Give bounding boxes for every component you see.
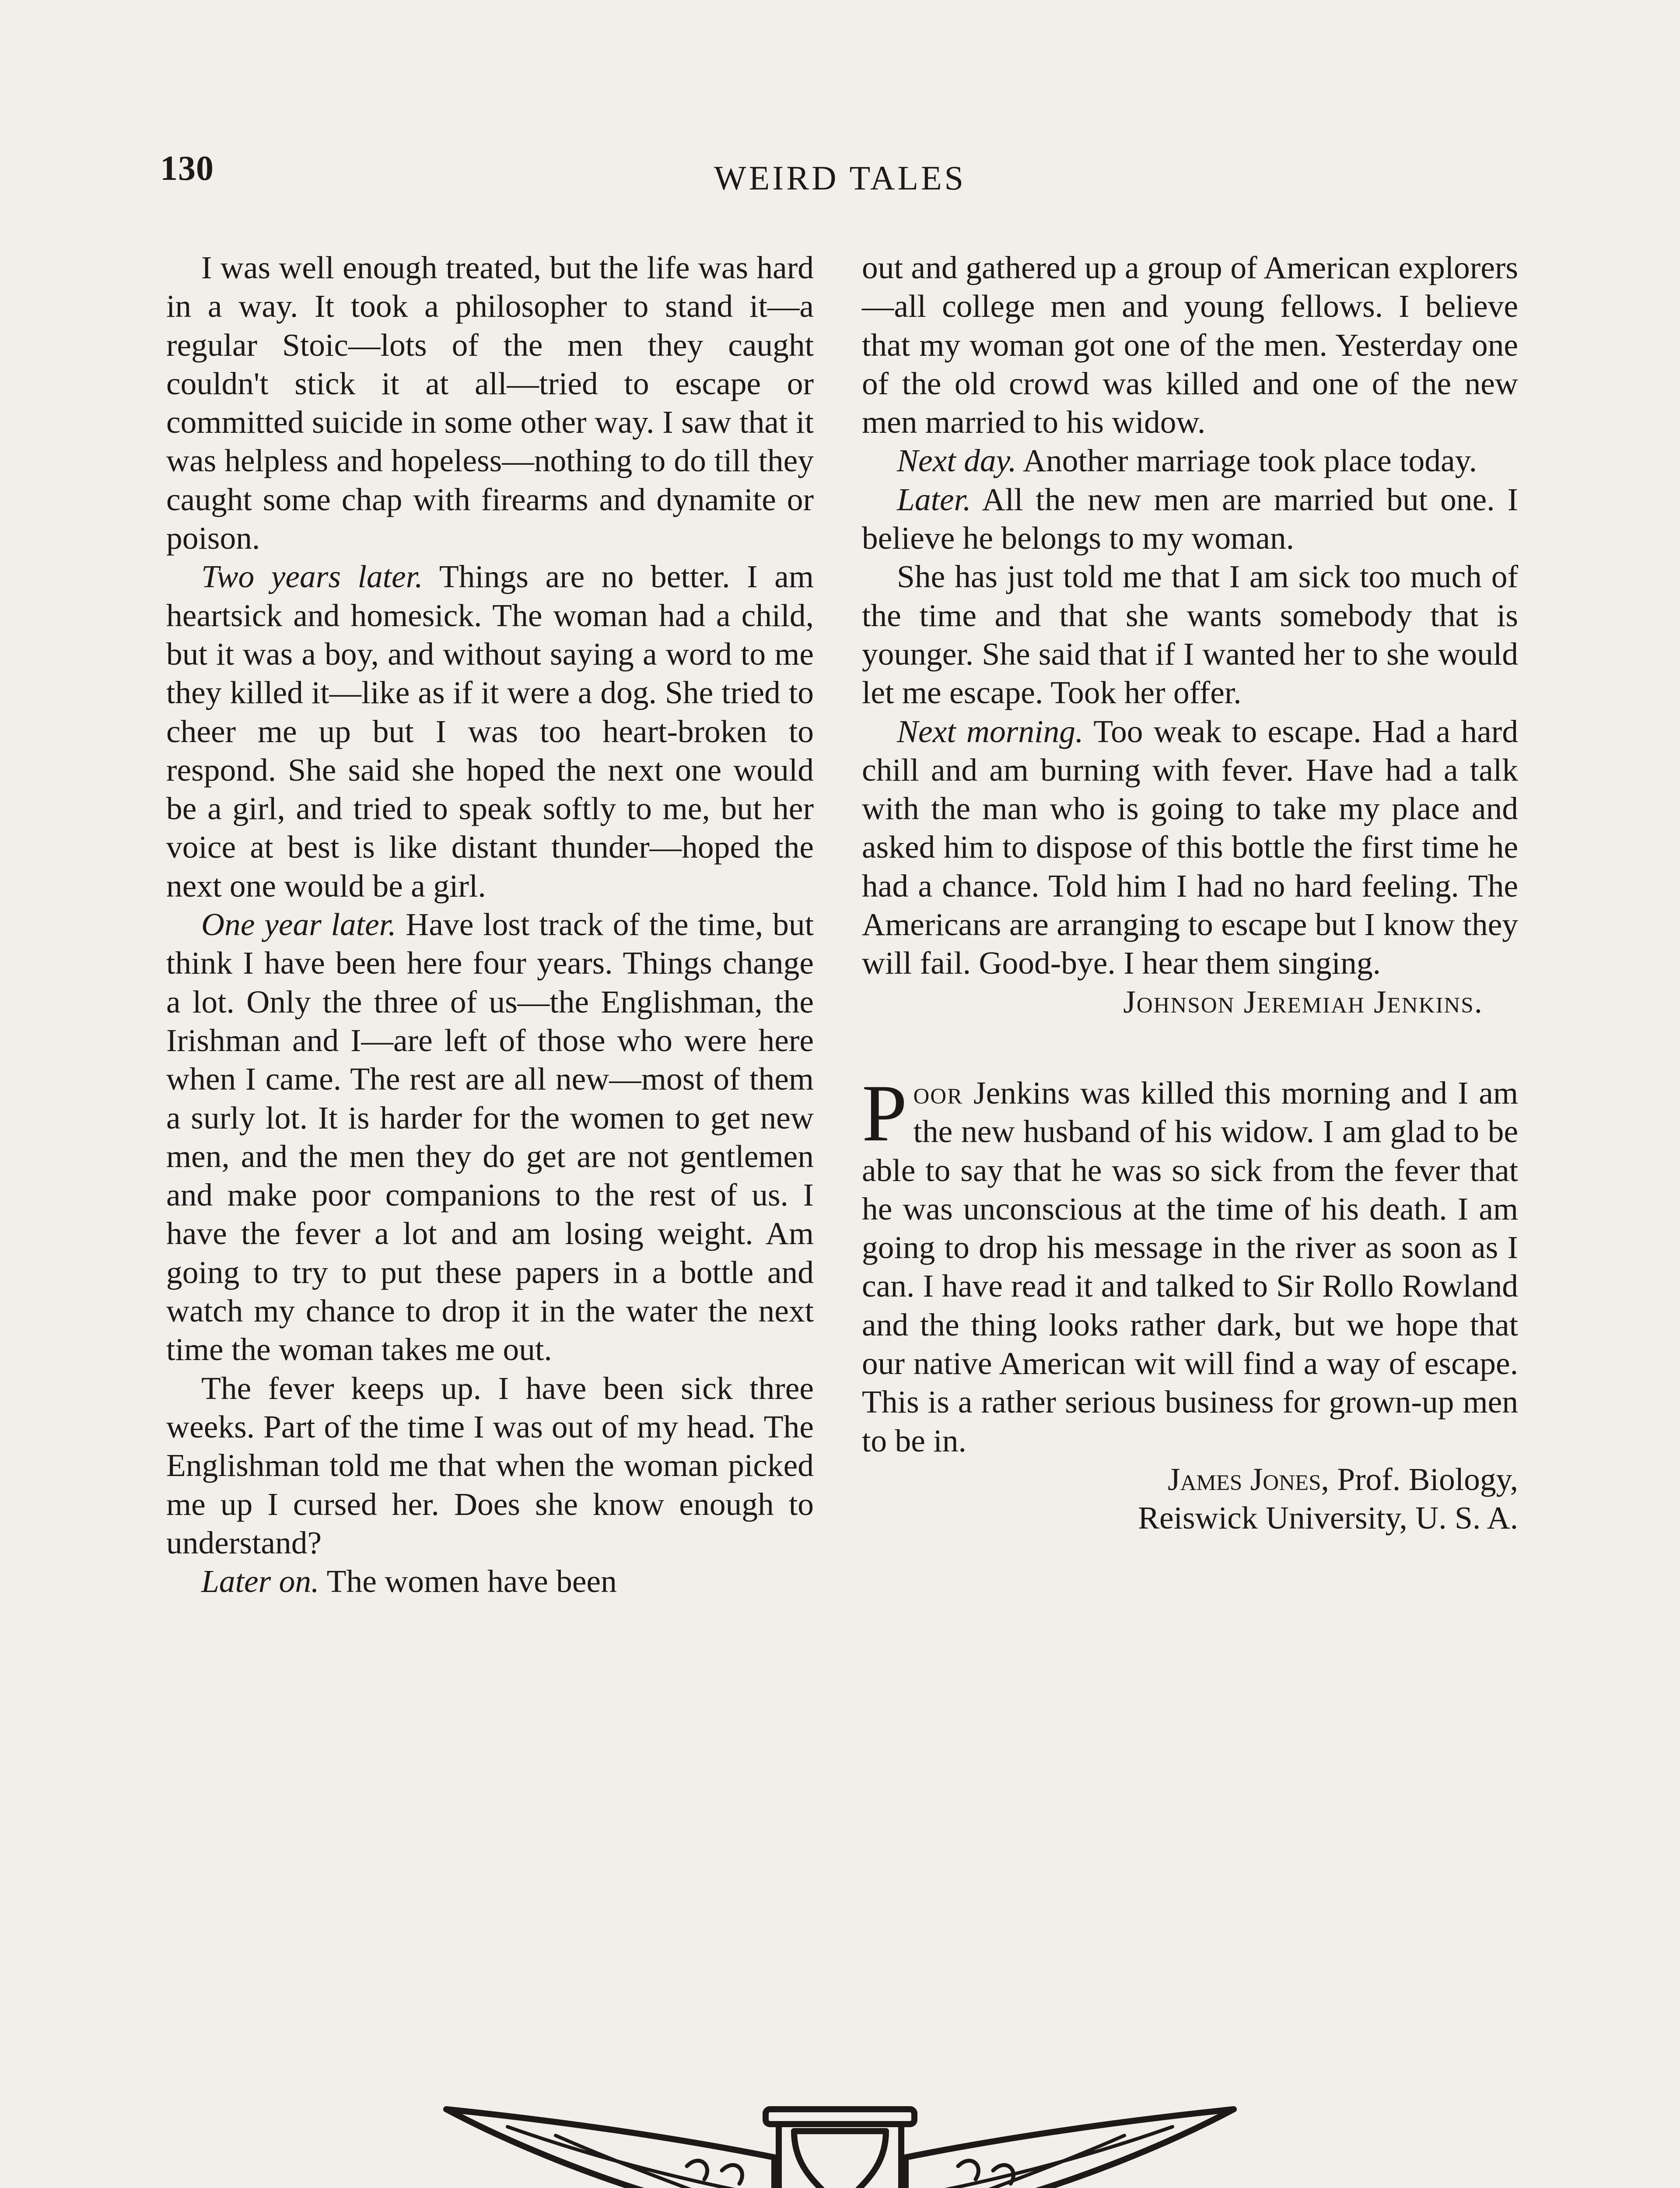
paragraph-text: Jenkins was killed this morning and I am the new husband of his widow. I am glad to be able to say that he was so sick from the fever that he was unconscious at the time of his death. I am going to drop his message in the river as soon as I can. I have read it and talked to Sir Rollo Rowland and the thing looks rather dark, but we hope that our native American wit will find a way of escape. This is a rather serious business for grown-up men to be in.	[862, 1075, 1518, 1459]
entry-date: Two years later.	[201, 559, 423, 595]
entry-date: Later.	[897, 481, 971, 517]
right-paragraph-1: out and gathered up a group of American explorers—all college men and young fellows. I believe that my woman got one of the men. Yesterday one of the old crowd was killed and one of the new men married to his widow.	[862, 250, 1518, 440]
right-paragraph-3	[862, 480, 1518, 558]
lead-in: oor	[913, 1075, 963, 1111]
left-paragraph-5	[166, 1562, 814, 1601]
entry-date: One year later.	[201, 907, 396, 943]
entry-date: Next morning.	[897, 713, 1084, 749]
entry-text: Things are no better. I am heartsick and homesick. The woman had a child, but it was a boy, and without saying a word to me they killed it—like as if it were a dog. She tried to cheer me up but I was too heart-broken to respond. She said she hoped the next one would be a girl, and tried to speak softly to me, but her voice at best is like distant thunder—hoped the next one would be a girl.	[166, 559, 814, 904]
entry-text: The women have been	[319, 1564, 617, 1599]
entry-date: Later on.	[201, 1564, 319, 1599]
winged-hourglass-emblem	[442, 2092, 1238, 2188]
right-paragraph-6	[862, 1068, 1518, 1460]
entry-text: Too weak to escape. Had a hard chill and am burning with fever. Have had a talk with the man who is going to take my place and asked him to dispose of this bottle the first time he had a chance. Told him I had no hard feeling. The Americans are arranging to escape but I know they will fail. Good-bye. I hear them singing.	[862, 713, 1518, 981]
signature-jenkins: Johnson Jeremiah Jenkins.	[1123, 984, 1483, 1020]
entry-date: Next day.	[897, 443, 1017, 479]
left-paragraph-3	[166, 905, 814, 1369]
signature-title: , Prof. Biology,	[1321, 1461, 1518, 1497]
left-paragraph-1: I was well enough treated, but the life was hard in a way. It took a philosopher to stand it—a regular Stoic—lots of the men they caught couldn't stick it at all—tried to escape or committed suicide in some other way. I saw that it was helpless and hopeless—nothing to do till they caught some chap with firearms and dynamite or poison.	[166, 250, 814, 556]
right-paragraph-4: She has just told me that I am sick too much of the time and that she wants somebody that is younger. She said that if I wanted her to she would let me escape. Took her offer.	[862, 559, 1518, 711]
left-paragraph-2	[166, 558, 814, 905]
entry-text: All the new men are married but one. I believe he belongs to my woman.	[862, 481, 1518, 556]
entry-text: Have lost track of the time, but think I have been here four years. Things change a lot. Only the three of us—the Englishman, the Irishman and I—are left of those who were here when I came. The rest are all new—most of them a surly lot. It is harder for the women to get new men, and the men they do get are not gentlemen and make poor companions to the rest of us. I have the fever a lot and am losing weight. Am going to try to put these papers in a bottle and watch my chance to drop it in the water the next time the woman takes me out.	[166, 907, 814, 1368]
right-column	[862, 249, 1518, 1538]
running-head: WEIRD TALES	[714, 159, 966, 197]
signature-name: James Jones	[1167, 1461, 1321, 1497]
signature-jones-line-1	[862, 1460, 1518, 1499]
entry-text: Another marriage took place today.	[1016, 443, 1477, 479]
left-column	[166, 249, 814, 1601]
right-paragraph-2	[862, 442, 1518, 480]
page-number: 130	[160, 149, 214, 188]
right-paragraph-5	[862, 712, 1518, 983]
left-paragraph-4: The fever keeps up. I have been sick three weeks. Part of the time I was out of my head. The Englishman told me that when the woman picked me up I cursed her. Does she know enough to understand?	[166, 1370, 814, 1560]
drop-cap: P	[862, 1068, 907, 1158]
signature-jones-line-2: Reiswick University, U. S. A.	[1138, 1500, 1518, 1536]
